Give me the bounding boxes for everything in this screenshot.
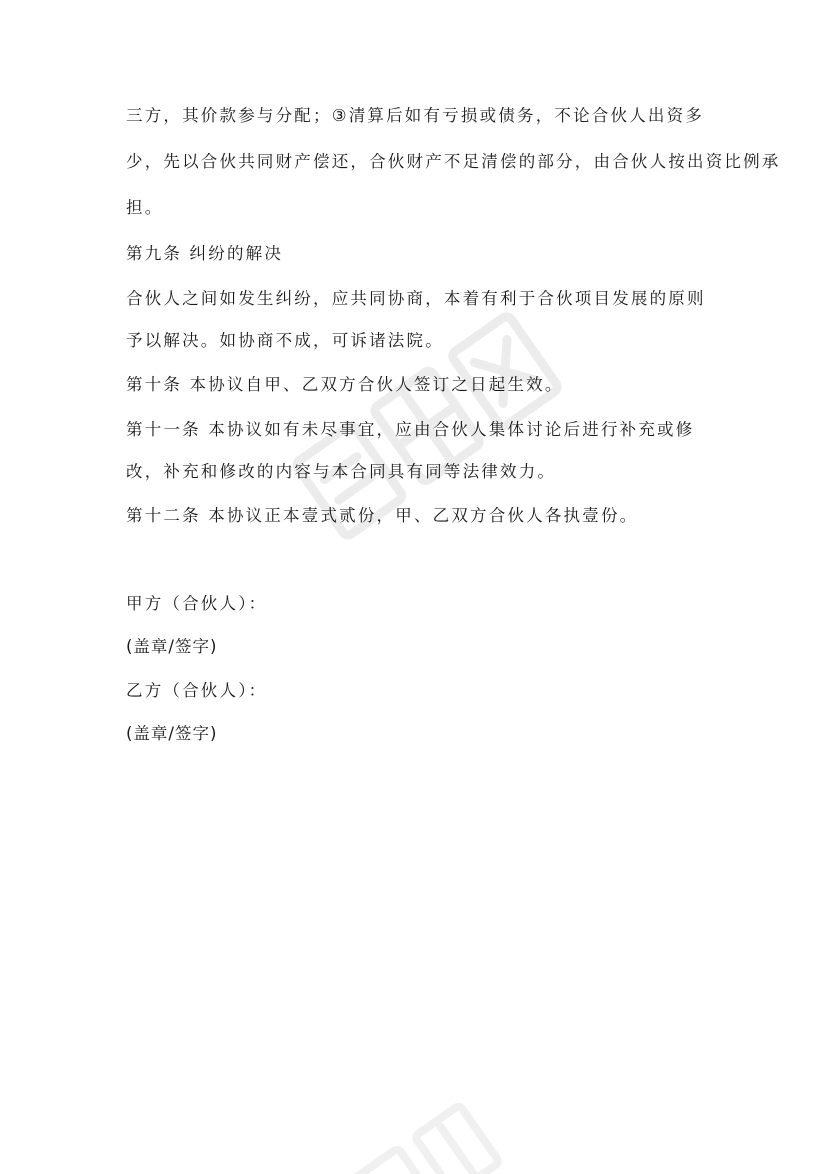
paragraph-line: 三方，其价款参与分配；③清算后如有亏损或债务，不论合伙人出资多 [126, 106, 704, 125]
paragraph-line: 改，补充和修改的内容与本合同具有同等法律效力。 [126, 462, 557, 481]
watermark-bottom-icon [330, 1090, 530, 1174]
paragraph-line: 担。 [126, 198, 164, 217]
party-b-label: 乙方（合伙人）： [126, 681, 268, 700]
party-a-signature-note: (盖章/签字) [126, 637, 218, 656]
party-a-label: 甲方（合伙人）： [126, 594, 268, 613]
article-heading: 第九条 纠纷的解决 [126, 244, 284, 263]
paragraph-line: 合伙人之间如发生纠纷，应共同协商，本着有利于合伙项目发展的原则 [126, 289, 706, 308]
article-line: 第十条 本协议自甲、乙双方合伙人签订之日起生效。 [126, 375, 564, 394]
party-b-signature-note: (盖章/签字) [126, 724, 218, 743]
paragraph-line: 予以解决。如协商不成，可诉诸法院。 [126, 331, 444, 350]
article-line: 第十二条 本协议正本壹式贰份，甲、乙双方合伙人各执壹份。 [126, 506, 639, 525]
paragraph-line: 少，先以合伙共同财产偿还，合伙财产不足清偿的部分，由合伙人按出资比例承 [126, 152, 781, 171]
article-line: 第十一条 本协议如有未尽事宜，应由合伙人集体讨论后进行补充或修 [126, 420, 695, 439]
